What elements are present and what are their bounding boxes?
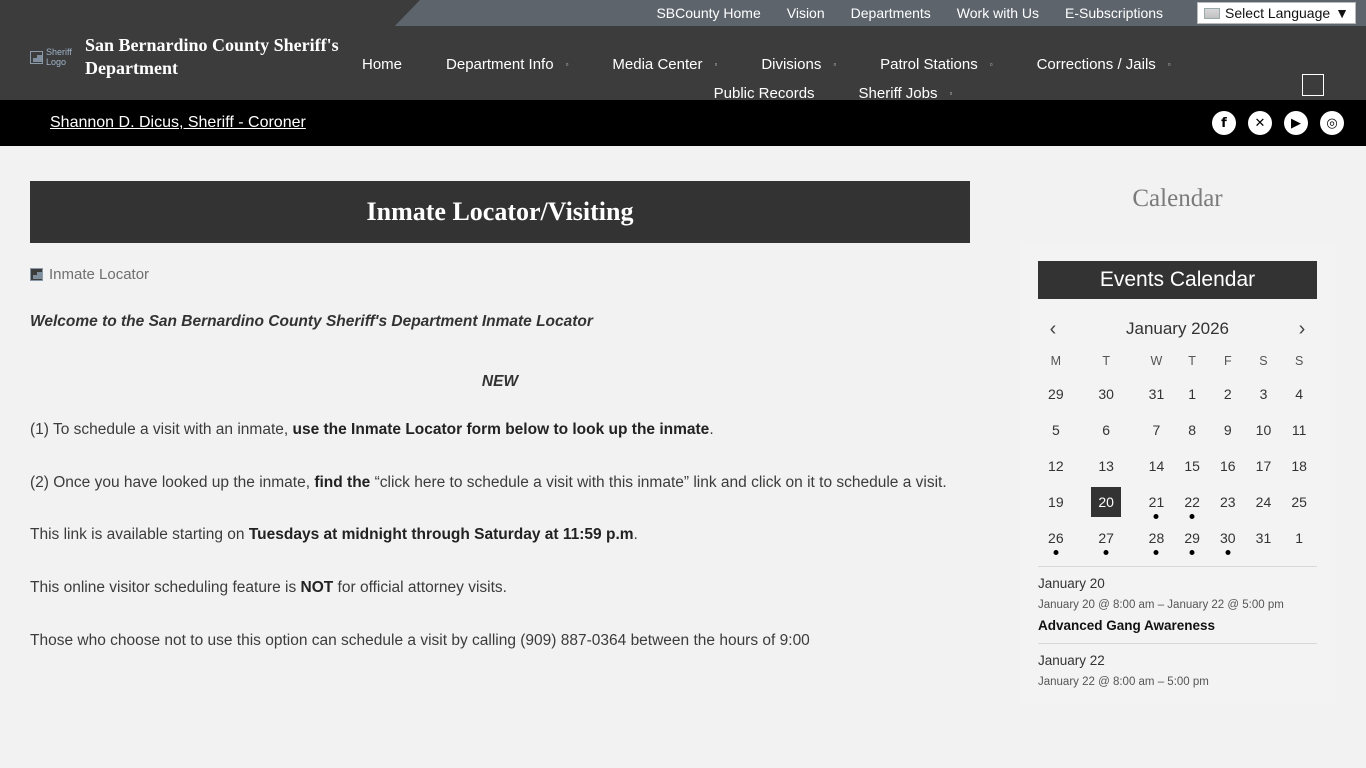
main-navigation (0, 26, 1366, 100)
calendar-day-cell[interactable] (1139, 376, 1175, 412)
nav-item-public-records-label: Public Records (713, 85, 815, 102)
main-column (30, 181, 970, 704)
paragraph-1-post: . (709, 421, 714, 438)
nav-item-public-records[interactable] (692, 85, 837, 102)
calendar-day-cell[interactable] (1246, 484, 1282, 520)
sheriff-name-link[interactable]: Shannon D. Dicus, Sheriff - Coroner (50, 114, 306, 131)
nav-item-corrections-jails-label: Corrections / Jails (1036, 56, 1156, 73)
event-1-time: January 20 @ 8:00 am – January 22 @ 5:00 pm (1038, 599, 1284, 611)
calendar-event-dot (1154, 550, 1159, 555)
social-links (1212, 111, 1344, 135)
broken-image-icon (30, 268, 43, 281)
paragraph-2-post: “click here to schedule a visit with this inmate” link and click on it to schedule a visit. (370, 473, 947, 491)
language-selector[interactable] (1197, 2, 1356, 24)
calendar-day-cell[interactable] (1281, 520, 1317, 556)
calendar-day-cell[interactable] (1281, 484, 1317, 520)
paragraph-3-bold: Tuesdays at midnight through Saturday at 11:59 p.m (248, 526, 634, 544)
event-1-date: January 20 (1038, 566, 1317, 591)
calendar-day-number: 14 (1148, 458, 1165, 474)
chevron-left-icon[interactable]: ‹ (1049, 318, 1057, 340)
calendar-event-2[interactable] (1038, 643, 1317, 691)
paragraph-4-post: for official attorney visits. (333, 578, 507, 596)
calendar-day-cell[interactable] (1210, 412, 1246, 448)
nav-items-row2 (340, 85, 1306, 102)
calendar-day-cell[interactable] (1246, 376, 1282, 412)
calendar-day-cell[interactable] (1210, 484, 1246, 520)
calendar-day-number: 9 (1223, 422, 1232, 438)
inmate-locator-broken-image (30, 266, 970, 283)
nav-item-divisions[interactable] (739, 56, 858, 73)
calendar-day-cell[interactable] (1139, 484, 1175, 520)
page-title-band (30, 181, 970, 243)
sheriff-bar (0, 100, 1366, 146)
nav-item-corrections-jails[interactable] (1015, 56, 1193, 73)
calendar-day-number: 12 (1048, 458, 1064, 474)
calendar-day-number: 10 (1255, 422, 1272, 438)
twitter-x-icon[interactable]: ✕ (1248, 111, 1272, 135)
calendar-day-number: 4 (1295, 386, 1304, 402)
calendar-day-number: 5 (1051, 422, 1060, 438)
weekday-tue: T (1102, 354, 1110, 368)
calendar-event-dot (1053, 550, 1058, 555)
nav-item-patrol-stations-label: Patrol Stations (880, 56, 978, 73)
calendar-day-cell[interactable] (1074, 484, 1139, 520)
calendar-week-row (1038, 412, 1317, 448)
nav-item-patrol-stations[interactable] (858, 56, 1014, 73)
instruction-paragraph-3 (30, 522, 970, 549)
calendar-event-dot (1190, 514, 1195, 519)
weekday-mon: M (1050, 354, 1062, 368)
calendar-day-cell[interactable] (1281, 448, 1317, 484)
calendar-day-cell[interactable] (1174, 412, 1210, 448)
utility-links (656, 2, 1366, 24)
calendar-day-cell[interactable] (1139, 448, 1175, 484)
utility-link-departments[interactable]: Departments (850, 5, 931, 21)
calendar-day-number: 2 (1223, 386, 1232, 402)
chevron-down-icon: ▫ (565, 60, 569, 69)
chevron-down-icon: ▫ (949, 89, 953, 98)
broken-image-icon (30, 51, 43, 64)
paragraph-1-pre: (1) To schedule a visit with an inmate, (30, 421, 293, 438)
page-title: Inmate Locator/Visiting (366, 197, 634, 226)
paragraph-2-pre: (2) Once you have looked up the inmate, (30, 473, 315, 491)
calendar-day-number: 30 (1220, 530, 1236, 546)
calendar-day-cell[interactable] (1174, 376, 1210, 412)
utility-link-vision[interactable]: Vision (786, 5, 825, 21)
calendar-week-row (1038, 376, 1317, 412)
calendar-day-number: 1 (1188, 386, 1197, 402)
calendar-day-cell[interactable] (1074, 376, 1139, 412)
calendar-day-cell[interactable] (1210, 448, 1246, 484)
calendar-day-number: 20 (1091, 487, 1121, 517)
calendar-day-cell[interactable] (1074, 520, 1139, 556)
calendar-day-number: 24 (1255, 494, 1272, 510)
nav-item-divisions-label: Divisions (761, 56, 822, 73)
events-calendar-title: Events Calendar (1038, 261, 1317, 299)
calendar-day-number: 22 (1184, 494, 1200, 510)
weekday-thu: T (1188, 354, 1196, 368)
instruction-paragraph-5 (30, 628, 970, 655)
instruction-paragraph-2 (30, 470, 970, 497)
flag-icon (1204, 8, 1220, 19)
calendar-day-number: 23 (1220, 494, 1236, 510)
calendar-day-number: 18 (1291, 458, 1307, 474)
calendar-day-number: 17 (1255, 458, 1272, 474)
paragraph-3-post: . (633, 526, 638, 544)
weekday-fri: F (1223, 354, 1232, 368)
calendar-weekday-row (1038, 353, 1317, 376)
nav-item-sheriff-jobs-label: Sheriff Jobs (858, 85, 938, 102)
chevron-down-icon: ▫ (833, 60, 837, 69)
calendar-day-cell[interactable] (1246, 448, 1282, 484)
calendar-day-number: 31 (1255, 530, 1272, 546)
weekday-sat: S (1259, 354, 1268, 368)
nav-item-sheriff-jobs[interactable] (837, 85, 975, 102)
instruction-paragraph-1 (30, 417, 970, 444)
calendar-day-number: 31 (1148, 386, 1165, 402)
calendar-day-number: 11 (1291, 422, 1307, 438)
calendar-day-cell[interactable] (1210, 520, 1246, 556)
chevron-down-icon: ▫ (1167, 60, 1171, 69)
utility-link-sbcounty-home[interactable]: SBCounty Home (656, 5, 761, 21)
instagram-icon[interactable]: ◎ (1320, 111, 1344, 135)
weekday-wed: W (1150, 354, 1163, 368)
calendar-day-number: 21 (1148, 494, 1165, 510)
site-brand[interactable] (0, 26, 340, 81)
calendar-event-dot (1154, 514, 1159, 519)
nav-item-department-info[interactable] (424, 56, 590, 73)
calendar-day-cell[interactable] (1038, 412, 1074, 448)
new-label: NEW (481, 373, 519, 390)
calendar-day-number: 29 (1048, 386, 1064, 402)
calendar-day-number: 28 (1148, 530, 1165, 546)
calendar-event-dot (1225, 550, 1230, 555)
calendar-day-cell[interactable] (1038, 520, 1074, 556)
paragraph-5-pre: Those who choose not to use this option can schedule a visit by calling (909) 887-0364 between the hours of 9:00 (30, 631, 810, 649)
calendar-event-dot (1104, 550, 1109, 555)
calendar-event-1[interactable] (1038, 566, 1317, 633)
calendar-day-number: 3 (1259, 386, 1268, 402)
welcome-heading: Welcome to the San Bernardino County Sheriff's Department Inmate Locator (30, 313, 593, 330)
calendar-day-cell[interactable] (1038, 376, 1074, 412)
utility-link-e-subscriptions[interactable]: E-Subscriptions (1065, 5, 1164, 21)
calendar-day-number: 13 (1098, 458, 1114, 474)
facebook-icon[interactable]: f (1212, 111, 1236, 135)
calendar-nav (1038, 319, 1317, 339)
calendar-day-cell[interactable] (1174, 448, 1210, 484)
calendar-day-cell[interactable] (1038, 448, 1074, 484)
chevron-right-icon[interactable]: › (1298, 318, 1306, 340)
calendar-day-cell[interactable] (1281, 376, 1317, 412)
calendar-month-label: January 2026 (1125, 319, 1230, 338)
calendar-day-cell[interactable] (1139, 412, 1175, 448)
calendar-day-cell[interactable] (1246, 412, 1282, 448)
calendar-day-number: 15 (1184, 458, 1200, 474)
instruction-paragraph-4 (30, 575, 970, 602)
paragraph-1-bold: use the Inmate Locator form below to look up the inmate (292, 421, 710, 438)
calendar-day-number: 25 (1291, 494, 1307, 510)
events-calendar-widget (1020, 243, 1335, 704)
inmate-locator-image-alt: Inmate Locator (49, 266, 150, 283)
calendar-day-number: 7 (1152, 422, 1161, 438)
calendar-body (1038, 376, 1317, 556)
paragraph-4-pre: This online visitor scheduling feature is (30, 578, 301, 596)
calendar-day-number: 19 (1048, 494, 1064, 510)
calendar-day-cell[interactable] (1246, 520, 1282, 556)
event-2-date: January 22 (1038, 643, 1317, 668)
nav-item-department-info-label: Department Info (446, 56, 554, 73)
sidebar (1020, 181, 1335, 704)
search-icon[interactable] (1302, 74, 1324, 96)
calendar-day-cell[interactable] (1281, 412, 1317, 448)
calendar-week-row (1038, 448, 1317, 484)
chevron-down-icon: ▫ (714, 60, 718, 69)
sheriff-logo-broken-image (30, 47, 75, 67)
brand-title: San Bernardino County Sheriff's Department (85, 35, 339, 79)
calendar-week-row (1038, 520, 1317, 556)
language-selector-label: Select Language (1225, 5, 1331, 21)
nav-item-media-center-label: Media Center (612, 56, 703, 73)
logo-alt-text: Sheriff Logo (46, 47, 72, 68)
calendar-day-cell[interactable] (1074, 448, 1139, 484)
calendar-day-number: 27 (1098, 530, 1114, 546)
event-2-time: January 22 @ 8:00 am – 5:00 pm (1038, 675, 1209, 688)
calendar-grid (1038, 353, 1317, 556)
calendar-day-cell[interactable] (1038, 484, 1074, 520)
paragraph-2-bold: find the (314, 473, 371, 491)
calendar-day-number: 6 (1102, 422, 1111, 438)
calendar-day-cell[interactable] (1139, 520, 1175, 556)
chevron-down-icon: ▫ (989, 60, 993, 69)
calendar-day-cell[interactable] (1174, 484, 1210, 520)
calendar-day-number: 26 (1048, 530, 1064, 546)
calendar-event-dot (1190, 550, 1195, 555)
page-content (0, 146, 1366, 704)
sidebar-heading: Calendar (1132, 185, 1223, 212)
calendar-day-cell[interactable] (1074, 412, 1139, 448)
paragraph-3-pre: This link is available starting on (30, 526, 249, 544)
calendar-day-number: 8 (1188, 422, 1197, 438)
chevron-down-icon: ▼ (1335, 5, 1349, 21)
nav-item-media-center[interactable] (590, 56, 739, 73)
utility-bar (0, 0, 1366, 26)
nav-item-home-label: Home (362, 56, 403, 73)
youtube-icon[interactable]: ▶ (1284, 111, 1308, 135)
nav-items (340, 26, 1366, 102)
calendar-day-number: 30 (1098, 386, 1114, 402)
event-1-title[interactable]: Advanced Gang Awareness (1038, 617, 1216, 633)
calendar-day-cell[interactable] (1210, 376, 1246, 412)
calendar-day-number: 16 (1220, 458, 1236, 474)
utility-bar-wedge (0, 0, 420, 26)
utility-link-work-with-us[interactable]: Work with Us (956, 5, 1039, 21)
calendar-day-cell[interactable] (1174, 520, 1210, 556)
weekday-sun: S (1294, 354, 1304, 368)
calendar-day-number: 29 (1184, 530, 1200, 546)
paragraph-4-bold: NOT (300, 578, 334, 596)
calendar-day-number: 1 (1295, 530, 1304, 546)
calendar-week-row (1038, 484, 1317, 520)
nav-item-home[interactable] (340, 56, 424, 73)
